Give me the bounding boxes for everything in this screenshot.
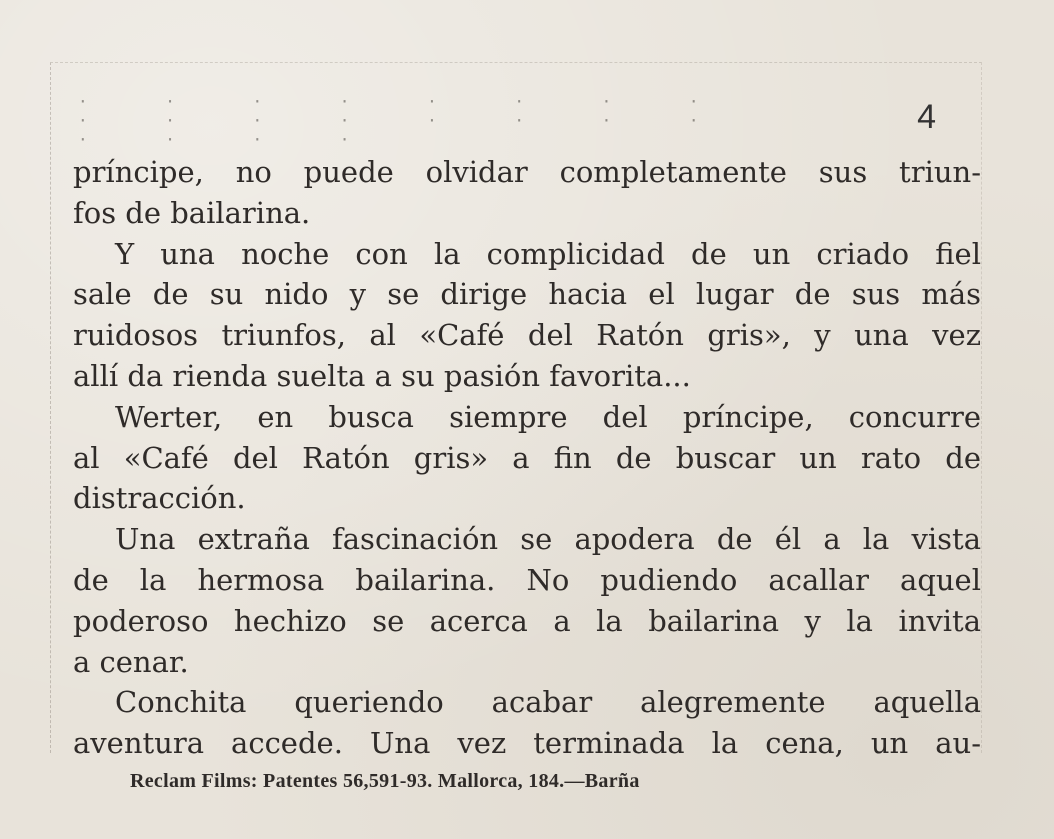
text-line: al «Café del Ratón gris» a fin de buscar un rato de [73,440,981,475]
text-line: de la hermosa bailarina. No pudiendo acallar aquel [73,562,981,597]
page-number: 4 [917,98,936,136]
text-line: distracción. [73,481,246,516]
text-line: príncipe, no puede olvidar completamente sus triun- [73,155,981,189]
text-line: ruidosos triunfos, al «Café del Ratón gris», y una vez [73,318,981,353]
text-line: a cenar. [73,644,189,679]
text-line: fos de bailarina. [73,195,311,230]
body-text [73,152,981,764]
publisher-footer: Reclam Films: Patentes 56,591-93. Mallorca, 184.—Barña [130,770,640,792]
text-line: sale de su nido y se dirige hacia el lugar de sus más [73,277,981,312]
text-line: allí da rienda suelta a su pasión favorita... [73,358,691,393]
text-line: Una extraña fascinación se apodera de él a la vista [115,522,981,557]
decorative-dots: · · · · · · · · · · · · · · · · · · · · [78,92,733,149]
text-line: aventura accede. Una vez terminada la cena, un au- [73,726,981,761]
text-line: poderoso hechizo se acerca a la bailarina y la invita [73,603,981,638]
text-line: Werter, en busca siempre del príncipe, concurre [115,399,981,434]
text-line: Y una noche con la complicidad de un criado fiel [115,236,981,271]
text-line: Conchita queriendo acabar alegremente aquella [115,685,981,720]
